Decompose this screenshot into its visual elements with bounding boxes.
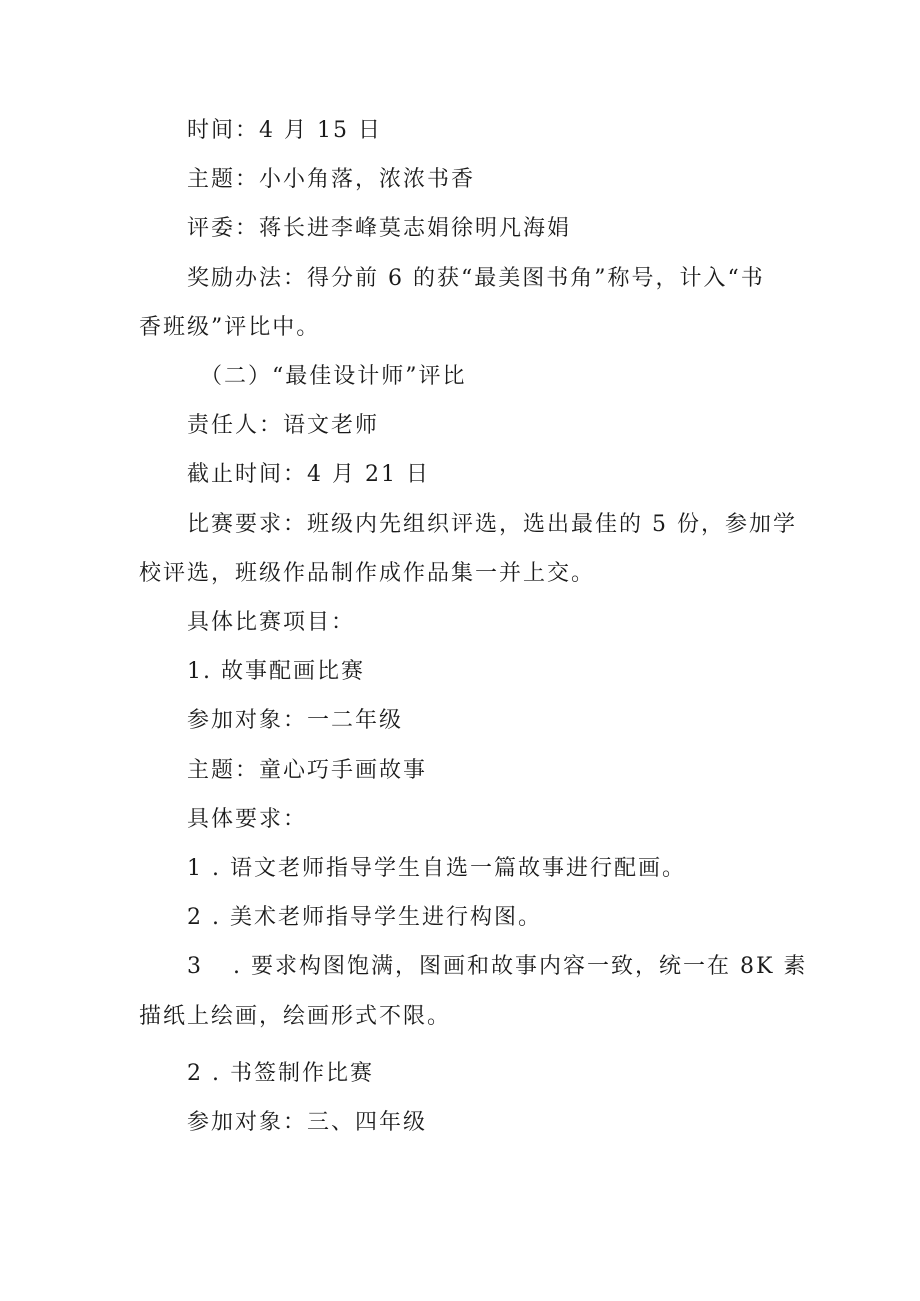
event-judges: 评委：蒋长进李峰莫志娟徐明凡海娟 (187, 216, 572, 241)
event-theme: 主题：小小角落，浓浓书香 (187, 167, 476, 192)
item-bookmark-making: 2 . 书签制作比赛 (187, 1061, 374, 1086)
requirement-1: 1 . 语文老师指导学生自选一篇故事进行配画。 (187, 856, 686, 881)
participants-grade-3-4: 参加对象：三、四年级 (187, 1110, 428, 1135)
requirement-2: 2 . 美术老师指导学生进行构图。 (187, 905, 542, 930)
item-story-illustration: 1. 故事配画比赛 (187, 659, 365, 684)
section-heading-best-designer: （二）“最佳设计师”评比 (200, 364, 467, 389)
responsible-person: 责任人：语文老师 (187, 413, 380, 438)
requirement-3-text: . 要求构图饱满，图画和故事内容一致，统一在 8K 素 (233, 954, 808, 979)
requirements-line2: 校评选，班级作品制作成作品集一并上交。 (139, 561, 596, 586)
deadline: 截止时间：4 月 21 日 (187, 462, 430, 487)
requirement-3-line2: 描纸上绘画，绘画形式不限。 (139, 1004, 452, 1029)
story-theme: 主题：童心巧手画故事 (187, 758, 428, 783)
participants-grade-1-2: 参加对象：一二年级 (187, 708, 404, 733)
event-time: 时间：4 月 15 日 (187, 118, 382, 143)
requirements-line1: 比赛要求：班级内先组织评选，选出最佳的 5 份，参加学 (187, 512, 797, 537)
specific-items-heading: 具体比赛项目： (187, 610, 356, 635)
requirement-3-line1 (187, 952, 807, 982)
requirement-3-number: 3 (187, 954, 203, 979)
reward-method-line2: 香班级”评比中。 (139, 315, 321, 340)
specific-requirements-heading: 具体要求： (187, 807, 308, 832)
reward-method-line1: 奖励办法：得分前 6 的获“最美图书角”称号，计入“书 (187, 266, 765, 291)
